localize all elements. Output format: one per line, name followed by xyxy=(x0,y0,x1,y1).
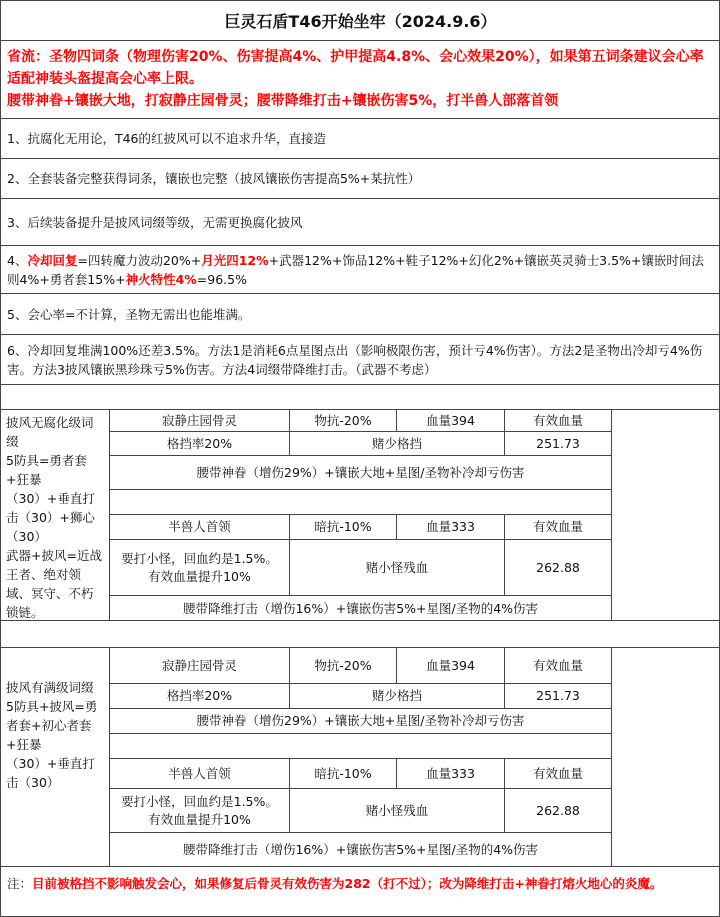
boss-1-gamble: 赌少格挡 xyxy=(290,432,505,456)
boss-1-name: 寂静庄园骨灵 xyxy=(110,410,290,432)
cooldown-label: 冷却回复 xyxy=(27,253,78,268)
note-2: 2、全套装备完整获得词条，镶嵌也完整（披风镶嵌伤害提高5%+某抗性） xyxy=(1,159,720,199)
boss-2-tip: 要打小怪，回血约是1.5%。有效血量提升10% xyxy=(110,789,290,833)
boss-1-resist: 物抗-20% xyxy=(290,410,397,432)
note-4-part-2: +武器12%+饰品12%+鞋子12%+幻化2%+镶嵌英灵骑士3.5%+镶嵌时间法则4%+勇者套15%+ xyxy=(7,253,704,287)
section-2-table xyxy=(1,648,720,867)
section-2-label: 披风有满级词缀 5防具+披风=勇者套+初心者套+狂暴（30）+垂直打击（30） xyxy=(1,648,110,866)
boss-1-hp: 血量394 xyxy=(397,410,505,432)
boss-1-name: 寂静庄园骨灵 xyxy=(110,648,290,684)
boss-1-build: 腰带神眷（增伤29%）+镶嵌大地+星图/圣物补冷却亏伤害 xyxy=(110,709,612,734)
boss-2-hp: 血量333 xyxy=(397,759,505,789)
empty-row xyxy=(110,490,612,515)
spacer-row xyxy=(1,385,720,410)
empty-row xyxy=(110,734,612,759)
note-4-total: =96.5% xyxy=(196,272,247,287)
note-6: 6、冷却回复堆满100%还差3.5%。方法1是消耗6点星图点出（影响极限伤害，预计亏4%伤害）。方法2是圣物出冷却亏4%伤害。方法3披风镶嵌黑珍珠亏5%伤害。方法4词缀带降维打击。（武器不考虑） xyxy=(1,335,720,385)
divine-fire-label: 神火特性4% xyxy=(125,272,197,287)
spacer-row xyxy=(1,621,720,648)
section-1-label: 披风无腐化级词缀 5防具=勇者套+狂暴（30）+垂直打击（30）+狮心（30） 武器+披风=近战王者、绝对领域、冥守、不朽锁链。 xyxy=(1,410,110,620)
section-1-table xyxy=(1,410,720,621)
footer-prefix: 注： xyxy=(7,876,33,891)
note-4 xyxy=(1,246,720,294)
boss-2-build: 腰带降维打击（增伤16%）+镶嵌伤害5%+星图/圣物的4%伤害 xyxy=(110,833,612,867)
summary-block xyxy=(1,41,720,119)
boss-2-eff-value: 262.88 xyxy=(505,789,612,833)
moonlight-label: 月光四12% xyxy=(201,253,269,268)
boss-1-resist: 物抗-20% xyxy=(290,648,397,684)
boss-2-eff-label: 有效血量 xyxy=(505,515,612,540)
boss-1-build: 腰带神眷（增伤29%）+镶嵌大地+星图/圣物补冷却亏伤害 xyxy=(110,456,612,490)
note-4-part-1: =四转魔力波动20%+ xyxy=(77,253,202,268)
boss-2-gamble: 赌小怪残血 xyxy=(290,789,505,833)
note-1: 1、抗腐化无用论，T46的红披风可以不追求升华，直接造 xyxy=(1,119,720,159)
footer-note xyxy=(1,867,720,917)
boss-2-name: 半兽人首领 xyxy=(110,759,290,789)
boss-1-gamble: 赌少格挡 xyxy=(290,684,505,709)
boss-2-name: 半兽人首领 xyxy=(110,515,290,540)
boss-1-eff-label: 有效血量 xyxy=(505,648,612,684)
footer-text: 目前被格挡不影响触发会心，如果修复后骨灵有效伤害为282（打不过）；改为降维打击+神眷打熔火地心的炎魔。 xyxy=(32,876,663,891)
page-title: 巨灵石盾T46开始坐牢（2024.9.6） xyxy=(1,1,720,41)
summary-line-2: 腰带神眷+镶嵌大地，打寂静庄园骨灵；腰带降维打击+镶嵌伤害5%，打半兽人部落首领 xyxy=(7,93,559,109)
boss-1-eff-value: 251.73 xyxy=(505,432,612,456)
summary-line-1: 省流：圣物四词条（物理伤害20%、伤害提高4%、护甲提高4.8%、会心效果20%），如果第五词条建议会心率适配神装头盔提高会心率上限。 xyxy=(7,49,704,87)
note-4-prefix: 4、 xyxy=(7,253,28,268)
boss-2-hp: 血量333 xyxy=(397,515,505,540)
boss-2-resist: 暗抗-10% xyxy=(290,759,397,789)
boss-2-eff-value: 262.88 xyxy=(505,540,612,596)
boss-2-gamble: 赌小怪残血 xyxy=(290,540,505,596)
boss-2-build: 腰带降维打击（增伤16%）+镶嵌伤害5%+星图/圣物的4%伤害 xyxy=(110,596,612,621)
boss-1-block: 格挡率20% xyxy=(110,684,290,709)
boss-2-tip: 要打小怪，回血约是1.5%。有效血量提升10% xyxy=(110,540,290,596)
boss-1-eff-label: 有效血量 xyxy=(505,410,612,432)
boss-1-block: 格挡率20% xyxy=(110,432,290,456)
boss-1-eff-value: 251.73 xyxy=(505,684,612,709)
boss-2-resist: 暗抗-10% xyxy=(290,515,397,540)
boss-1-hp: 血量394 xyxy=(397,648,505,684)
note-3: 3、后续装备提升是披风词缀等级，无需更换腐化披风 xyxy=(1,199,720,246)
note-5: 5、会心率=不计算，圣物无需出也能堆满。 xyxy=(1,294,720,335)
boss-2-eff-label: 有效血量 xyxy=(505,759,612,789)
